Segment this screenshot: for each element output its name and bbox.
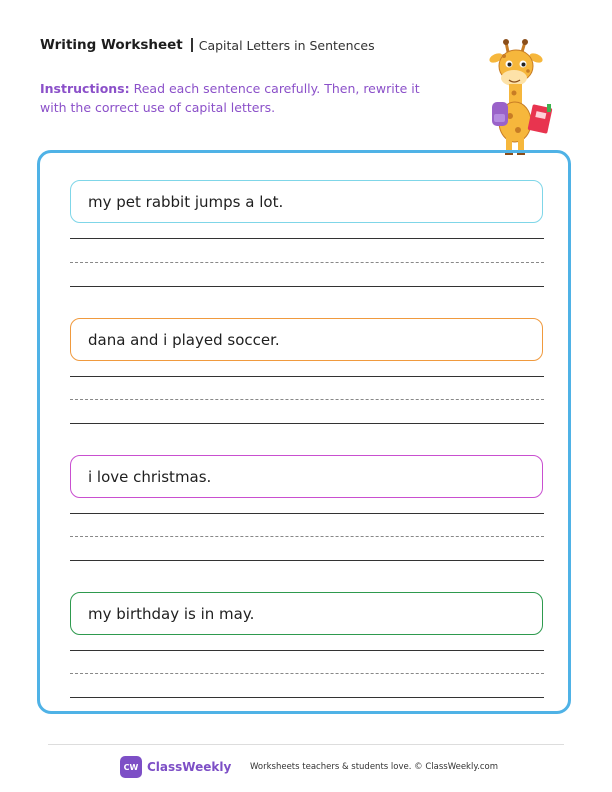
classweekly-logo-icon: CW bbox=[120, 756, 142, 778]
sentence-box-2 bbox=[70, 318, 543, 361]
sentence-text-2: dana and i played soccer. bbox=[88, 330, 280, 349]
writing-line-top[interactable] bbox=[70, 513, 544, 514]
worksheet-header bbox=[40, 37, 375, 53]
writing-line-guide bbox=[70, 673, 544, 674]
sentence-text-3: i love christmas. bbox=[88, 467, 212, 486]
footer-brand[interactable] bbox=[120, 756, 231, 778]
giraffe-with-book-icon bbox=[480, 38, 560, 156]
writing-line-guide bbox=[70, 536, 544, 537]
writing-line-guide bbox=[70, 399, 544, 400]
footer-tagline: Worksheets teachers & students love. © ClassWeekly.com bbox=[250, 762, 499, 772]
worksheet-title: Writing Worksheet bbox=[40, 37, 183, 53]
brand-name: ClassWeekly bbox=[147, 760, 232, 774]
writing-line-top[interactable] bbox=[70, 238, 544, 239]
footer-divider bbox=[48, 744, 564, 745]
writing-line-top[interactable] bbox=[70, 376, 544, 377]
sentence-box-4 bbox=[70, 592, 543, 635]
sentence-text-4: my birthday is in may. bbox=[88, 604, 255, 623]
sentence-box-3 bbox=[70, 455, 543, 498]
writing-line-base[interactable] bbox=[70, 423, 544, 424]
writing-line-top[interactable] bbox=[70, 650, 544, 651]
header-separator bbox=[191, 38, 193, 52]
worksheet-subtitle: Capital Letters in Sentences bbox=[198, 37, 375, 53]
sentence-text-1: my pet rabbit jumps a lot. bbox=[88, 192, 284, 211]
instructions-label: Instructions: bbox=[40, 81, 130, 96]
sentence-box-1 bbox=[70, 180, 543, 223]
writing-line-base[interactable] bbox=[70, 560, 544, 561]
writing-line-guide bbox=[70, 262, 544, 263]
instructions-text: Read each sentence carefully. Then, rewrite it with the correct use of capital letters. bbox=[40, 81, 420, 115]
writing-line-base[interactable] bbox=[70, 286, 544, 287]
writing-line-base[interactable] bbox=[70, 697, 544, 698]
instructions bbox=[40, 79, 420, 117]
